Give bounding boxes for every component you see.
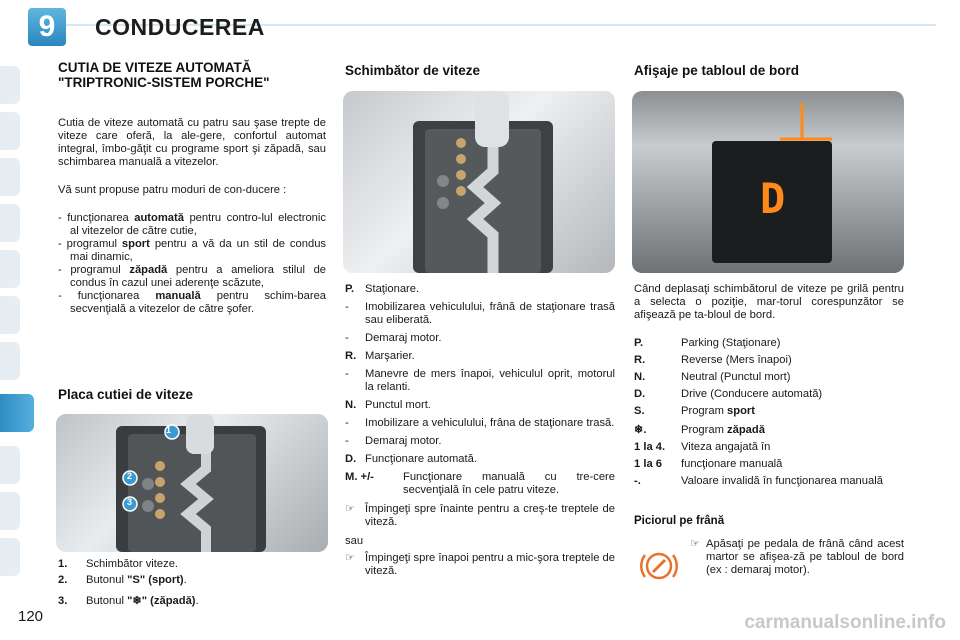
indication-item: R. Reverse (Mers înapoi) (634, 354, 792, 366)
section-heading-shifter: Schimbător de viteze (345, 63, 481, 78)
brake-warning-icon (640, 547, 678, 585)
position-item: R. Marşarier. (345, 350, 415, 362)
mode-item: - programul zăpadă pentru a ameliora stilul de condus în cazul unei aderenţe scăzute, (58, 264, 327, 289)
position-item: D. Funcţionare automată. (345, 453, 477, 465)
gear-plate-illustration (56, 414, 328, 552)
legend-item: 1. Schimbător viteze. (58, 558, 179, 570)
modes-intro: Vă sunt propuse patru moduri de con-ducere : (58, 184, 287, 196)
legend-item: 2. Butonul "S" (sport) . (58, 574, 187, 586)
modes-list (58, 212, 326, 316)
display-gear-letter: D (760, 174, 786, 223)
or-text: sau (345, 535, 364, 547)
section-heading-plate: Placa cutiei de viteze (58, 387, 194, 402)
gearbox-intro: Cutia de viteze automată cu patru sau şase trepte de viteze care oferă, la ale-gere, confortul automat integral, îmbo-găţit cu programe sport şi zăpadă, sau schimbarea manuală a vitezelor. (58, 117, 326, 168)
side-tab[interactable] (0, 446, 20, 484)
section-heading-dashboard: Afişaje pe tabloul de bord (634, 63, 800, 78)
watermark: carmanualsonline.info (744, 612, 946, 633)
indication-item: 1 la 4. Viteza angajată în (634, 441, 771, 453)
page-number: 120 (18, 608, 44, 625)
hand-pointer-icon: ☞ (690, 538, 701, 550)
position-item: - Imobilizarea vehiculului, frână de staţionare trasă sau eliberată. (345, 301, 615, 326)
gear-plate-photo (56, 414, 328, 552)
mode-item: - programul sport pentru a vă da un stil de condus mai dinamic, (58, 238, 327, 263)
side-tab-active[interactable] (0, 394, 34, 432)
side-tab[interactable] (0, 538, 20, 576)
page-title: CONDUCEREA (95, 14, 265, 40)
position-item: - Manevre de mers înapoi, vehiculul oprit, motorul la relanti. (345, 368, 615, 393)
section-heading-brake: Piciorul pe frână (634, 515, 725, 527)
callout-3: 3 (127, 497, 133, 507)
chapter-number: 9 (28, 8, 66, 46)
mode-item: - funcţionarea automată pentru contro-lul electronic al vitezelor de către cutie, (58, 212, 326, 237)
position-item: - Demaraj motor. (345, 332, 442, 344)
gear-shifter-photo (343, 91, 615, 273)
indication-item: ❄. Program zăpadă (634, 424, 765, 436)
tip-decrease: ☞ Împingeţi spre înapoi pentru a mic-şora treptele de viteză. (345, 552, 615, 577)
plate-legend (58, 558, 328, 608)
side-tab[interactable] (0, 296, 20, 334)
indication-item: S. Program sport (634, 405, 755, 417)
legend-item: 3. Butonul "❄" (zăpadă) . (58, 595, 199, 607)
brake-tip: ☞ Apăsaţi pe pedala de frână când acest martor se afişea-ză pe tabloul de bord (ex : demaraj motor). (690, 538, 904, 576)
mode-item: - funcţionarea manuală pentru schim-barea secvenţială a vitezelor de către şofer. (58, 290, 327, 315)
indication-item: 1 la 6 funcţionare manuală (634, 458, 783, 470)
callout-1: 1 (166, 425, 172, 435)
dashboard-indications (634, 337, 904, 488)
tip-increase: ☞ Împingeţi spre înainte pentru a creş-te treptele de viteză. (345, 503, 615, 528)
side-tab[interactable] (0, 342, 20, 380)
dashboard-intro: Când deplasaţi schimbătorul de viteze pe grilă pentru a selecta o poziţie, mar-torul corespunzător se afişează pe ta-bloul de bord. (634, 283, 904, 321)
indication-item: P. Parking (Staţionare) (634, 337, 781, 349)
side-tab[interactable] (0, 204, 20, 242)
hand-pointer-icon: ☞ (345, 503, 356, 515)
side-tab[interactable] (0, 158, 20, 196)
callout-2: 2 (127, 471, 133, 481)
indication-item: N. Neutral (Punctul mort) (634, 371, 791, 383)
position-item: M. +/- Funcţionare manuală cu tre-cere secvenţială în cele patru viteze. (345, 471, 615, 496)
brake-note (690, 538, 904, 577)
side-tab[interactable] (0, 250, 20, 288)
position-item: P. Staţionare. (345, 283, 420, 295)
snowflake-icon: ❄. (634, 424, 647, 436)
indication-item: D. Drive (Conducere automată) (634, 388, 823, 400)
section-heading-gearbox: CUTIA DE VITEZE AUTOMATĂ "TRIPTRONIC-SISTEM PORCHE" (58, 60, 270, 90)
side-tab[interactable] (0, 66, 20, 104)
shifter-positions (345, 283, 615, 578)
gear-shifter-illustration (343, 91, 615, 273)
side-tab[interactable] (0, 112, 20, 150)
position-item: N. Punctul mort. (345, 399, 431, 411)
indication-item: -. Valoare invalidă în funcţionarea manuală (634, 475, 883, 487)
position-item: - Demaraj motor. (345, 435, 442, 447)
hand-pointer-icon: ☞ (345, 552, 356, 564)
position-item: - Imobilizare a vehiculului, frâna de staţionare trasă. (345, 417, 615, 429)
side-tab[interactable] (0, 492, 20, 530)
